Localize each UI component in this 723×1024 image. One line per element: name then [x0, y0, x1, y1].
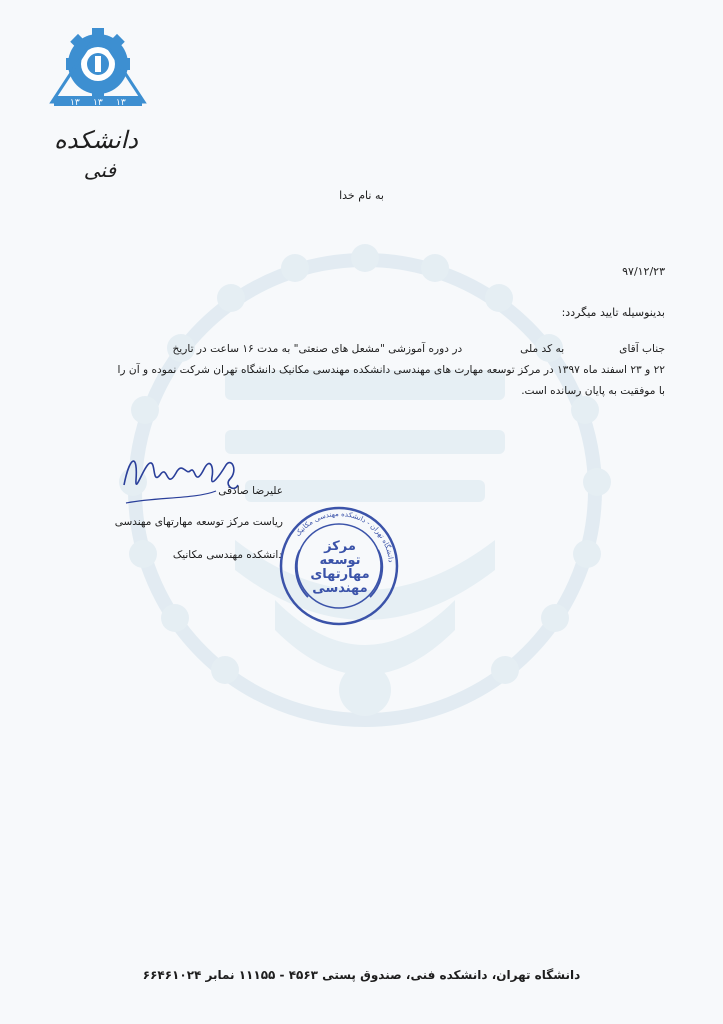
body-line-2: ۲۲ و ۲۳ اسفند ماه ۱۳۹۷ در مرکز توسعه مهارت های مهندسی دانشکده مهندسی مکانیک دانشگاه تهران شرکت نموده و آن را — [117, 364, 665, 376]
letter-intro: بدینوسیله تایید میگردد: — [561, 306, 665, 319]
body-line1-id: به کد ملی — [520, 343, 565, 355]
signatory-title: ریاست مرکز توسعه مهارتهای مهندسی — [114, 516, 283, 528]
stamp-center-text — [300, 540, 380, 596]
stamp-line-3: مهارتهای — [310, 567, 370, 582]
stamp-ring-text: دانشگاه تهران - دانشکده مهندسی مکانیک — [293, 509, 395, 563]
stamp-line-1: مرکز — [324, 539, 356, 554]
basmala: به نام خدا — [339, 189, 384, 202]
faculty-mark-line1: دانشکده — [54, 126, 138, 154]
faculty-calligraphy — [54, 122, 142, 192]
faculty-mark-line2: فنی — [83, 158, 116, 182]
logo-year-1: ۱۳ — [70, 98, 80, 108]
signatory-name: علیرضا صادقی — [218, 485, 283, 497]
signatory-department: دانشکده مهندسی مکانیک — [172, 549, 283, 561]
stamp-line-2: توسعه — [319, 553, 361, 568]
footer-address: دانشگاه تهران، دانشکده فنی، صندوق پستی ۴۵۶۳ - ۱۱۱۵۵ نمابر ۶۶۴۶۱۰۲۴ — [142, 968, 581, 982]
body-line1-title: جناب آقای — [619, 343, 665, 355]
letter-body — [65, 339, 665, 402]
body-line-3: با موفقیت به پایان رسانده است. — [521, 385, 665, 397]
handwritten-signature — [116, 445, 246, 510]
body-line-1 — [65, 339, 665, 360]
letter-date: ۹۷/۱۲/۲۳ — [622, 265, 665, 278]
logo-year-2: ۱۳ — [93, 98, 103, 108]
body-line1-course: در دوره آموزشی "مشعل های صنعتی" به مدت ۱۶ ساعت در تاریخ — [172, 343, 463, 355]
stamp-line-4: مهندسی — [312, 581, 368, 596]
faculty-logo-icon — [48, 22, 148, 110]
logo-year-3: ۱۳ — [116, 98, 126, 108]
